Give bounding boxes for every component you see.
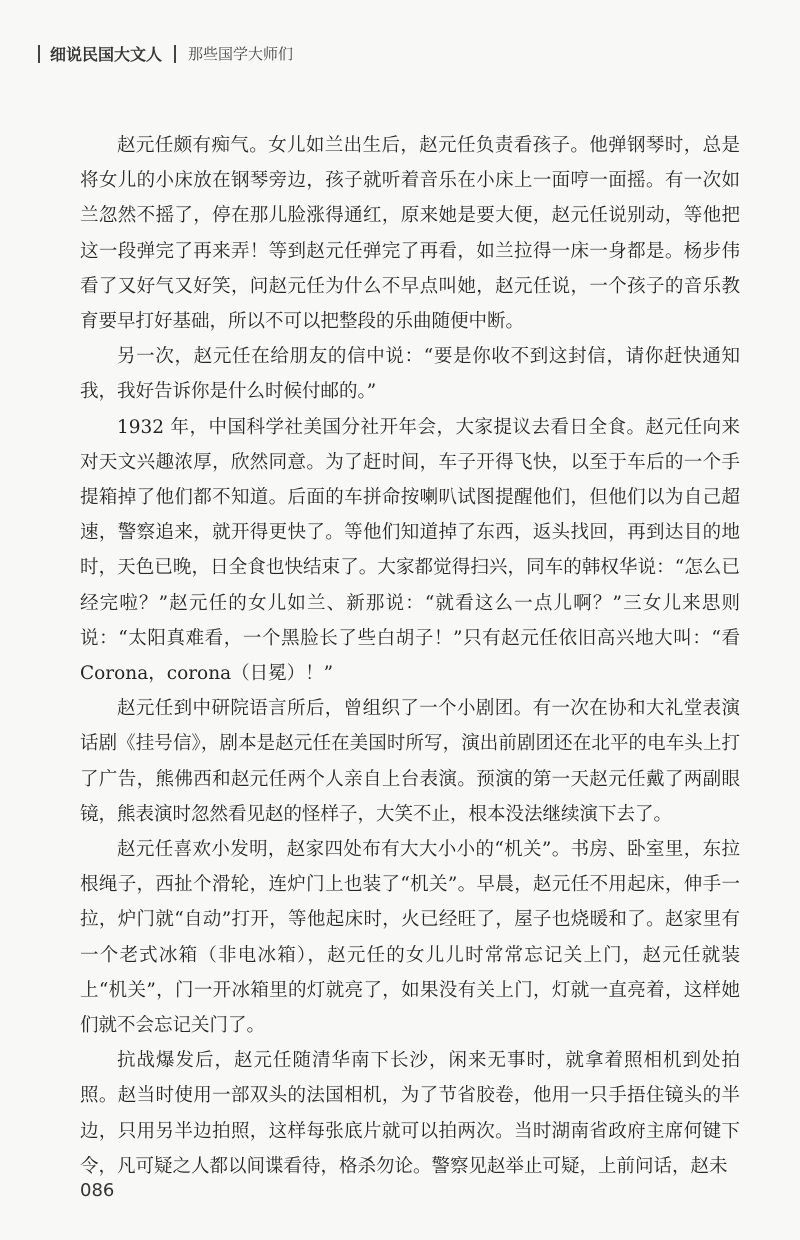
header-bar-left bbox=[38, 45, 40, 63]
body-text bbox=[80, 128, 740, 1184]
paragraph: 另一次，赵元任在给朋友的信中说：“要是你收不到这封信，请你赶快通知我，我好告诉你是什么时候付邮的。” bbox=[80, 346, 740, 403]
paragraph: 赵元任颇有痴气。女儿如兰出生后，赵元任负责看孩子。他弹钢琴时，总是将女儿的小床放在钢琴旁边，孩子就听着音乐在小床上一面哼一面摇。有一次如兰忽然不摇了，停在那儿脸涨得通红，原来她是要大便，赵元任说别动，等他把这一段弹完了再来弄！等到赵元任弹完了再看，如兰拉得一床一身都是。杨步伟看了又好气又好笑，问赵元任为什么不早点叫她，赵元任说，一个孩子的音乐教育要早打好基础，所以不可以把整段的乐曲随便中断。 bbox=[80, 135, 740, 333]
book-title: 细说民国大文人 bbox=[50, 45, 163, 64]
header-bar-separator bbox=[174, 45, 176, 63]
paragraph: 赵元任喜欢小发明，赵家四处布有大大小小的“机关”。书房、卧室里，东拉根绳子，西扯个滑轮，连炉门上也装了“机关”。早晨，赵元任不用起床，伸手一拉，炉门就“自动”打开，等他起床时，火已经旺了，屋子也烧暖和了。赵家里有一个老式冰箱（非电冰箱），赵元任的女儿儿时常常忘记关上门，赵元任就装上“机关”，门一开冰箱里的灯就亮了，如果没有关上门，灯就一直亮着，这样她们就不会忘记关门了。 bbox=[80, 839, 740, 1037]
page-number: 086 bbox=[80, 1180, 115, 1201]
book-subtitle: 那些国学大师们 bbox=[188, 45, 294, 63]
paragraph: 1932 年，中国科学社美国分社开年会，大家提议去看日全食。赵元任向来对天文兴趣浓厚，欣然同意。为了赶时间，车子开得飞快，以至于车后的一个手提箱掉了他们都不知道。后面的车拼命按喇叭试图提醒他们，但他们以为自己超速，警察追来，就开得更快了。等他们知道掉了东西，返头找回，再到达目的地时，天色已晚，日全食也快结束了。大家都觉得扫兴，同车的韩权华说：“怎么已经完啦？”赵元任的女儿如兰、新那说：“就看这么一点儿啊？”三女儿来思则说：“太阳真难看，一个黑脸长了些白胡子！”只有赵元任依旧高兴地大叫：“看 Corona，corona（日冕）！” bbox=[80, 416, 740, 685]
paragraph: 赵元任到中研院语言所后，曾组织了一个小剧团。有一次在协和大礼堂表演话剧《挂号信》，剧本是赵元任在美国时所写，演出前剧团还在北平的电车头上打了广告，熊佛西和赵元任两个人亲自上台表演。预演的第一天赵元任戴了两副眼镜，熊表演时忽然看见赵的怪样子，大笑不止，根本没法继续演下去了。 bbox=[80, 698, 740, 825]
running-header bbox=[38, 42, 293, 65]
paragraph: 抗战爆发后，赵元任随清华南下长沙，闲来无事时，就拿着照相机到处拍照。赵当时使用一部双头的法国相机，为了节省胶卷，他用一只手捂住镜头的半边，只用另半边拍照，这样每张底片就可以拍两次。当时湖南省政府主席何键下令，凡可疑之人都以间谍看待，格杀勿论。警察见赵举止可疑，上前问话，赵未 bbox=[80, 1050, 740, 1177]
